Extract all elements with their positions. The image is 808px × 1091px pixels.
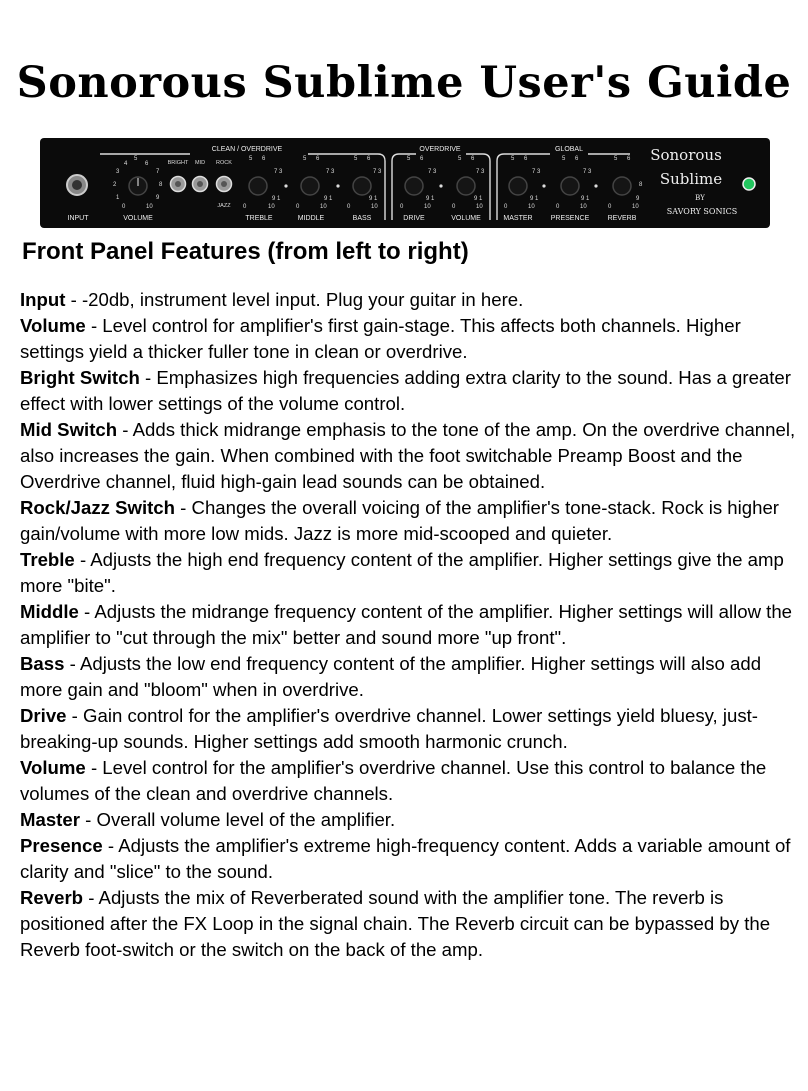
volume-od-num-91: 9 1 <box>474 196 483 202</box>
drive-num-6: 6 <box>420 156 424 162</box>
feature-name: Volume <box>20 315 86 336</box>
master-num-10: 10 <box>528 204 535 210</box>
feature-desc: - Adds thick midrange emphasis to the tone of the amp. On the overdrive channel, also increases the gain. When combined with the foot switchable Preamp Boost and the Overdrive channel, fluid high-gain lead sounds can be obtained. <box>20 419 796 492</box>
feature-item <box>20 313 800 365</box>
middle-num-6: 6 <box>316 156 320 162</box>
presence-knob[interactable] <box>561 177 579 195</box>
presence-num-73: 7 3 <box>583 169 592 175</box>
feature-desc: - Overall volume level of the amplifier. <box>79 809 396 830</box>
drive-num-5: 5 <box>407 156 411 162</box>
feature-name: Rock/Jazz Switch <box>20 497 175 518</box>
volume-od-num-6: 6 <box>471 156 475 162</box>
middle-num-5: 5 <box>303 156 307 162</box>
feature-item <box>20 807 800 833</box>
section-label-global: GLOBAL <box>554 146 584 153</box>
presence-num-5: 5 <box>562 156 566 162</box>
panel-graphic <box>40 138 770 228</box>
dial-num-7: 7 <box>156 169 160 175</box>
page-title: Sonorous Sublime User's Guide <box>16 58 792 108</box>
bass-num-0: 0 <box>347 204 351 210</box>
reverb-knob[interactable] <box>613 177 631 195</box>
volume-od-num-5: 5 <box>458 156 462 162</box>
power-led-icon <box>743 178 755 190</box>
section-heading: Front Panel Features (from left to right) <box>22 238 469 265</box>
drive-num-10: 10 <box>424 204 431 210</box>
middle-num-10: 10 <box>320 204 327 210</box>
drive-num-91: 9 1 <box>426 196 435 202</box>
brand-line1: Sonorous <box>650 146 722 164</box>
feature-item <box>20 651 800 703</box>
treble-num-5: 5 <box>249 156 253 162</box>
section-label-clean-overdrive: CLEAN / OVERDRIVE <box>211 146 283 153</box>
presence-num-6: 6 <box>575 156 579 162</box>
feature-name: Master <box>20 809 80 830</box>
middle-num-91: 9 1 <box>324 196 333 202</box>
jazz-label: JAZZ <box>217 203 231 209</box>
master-num-73: 7 3 <box>532 169 541 175</box>
reverb-num-0: 0 <box>608 204 612 210</box>
presence-num-0: 0 <box>556 204 560 210</box>
bass-num-10: 10 <box>371 204 378 210</box>
dial-num-1: 1 <box>116 195 120 201</box>
feature-desc: - Adjusts the amplifier's extreme high-frequency content. Adds a variable amount of clarity and "slice" to the sound. <box>20 835 791 882</box>
master-num-6: 6 <box>524 156 528 162</box>
brand-maker: SAVORY SONICS <box>666 207 738 216</box>
dial-num-4: 4 <box>124 161 128 167</box>
master-num-0: 0 <box>504 204 508 210</box>
input-jack-hole <box>72 180 82 190</box>
dial-num-6: 6 <box>145 161 149 167</box>
presence-num-10: 10 <box>580 204 587 210</box>
feature-item <box>20 833 800 885</box>
bass-num-5: 5 <box>354 156 358 162</box>
drive-knob[interactable] <box>405 177 423 195</box>
middle-num-0: 0 <box>296 204 300 210</box>
label-volume-od: VOLUME <box>451 215 481 222</box>
feature-desc: - Adjusts the mix of Reverberated sound with the amplifier tone. The reverb is positioned after the FX Loop in the signal chain. The Reverb circuit can be bypassed by the Reverb foot-switch or the switch on the back of the amp. <box>20 887 771 960</box>
drive-num-0: 0 <box>400 204 404 210</box>
dial-num-0: 0 <box>122 204 126 210</box>
amp-front-panel <box>40 138 770 228</box>
feature-name: Bass <box>20 653 65 674</box>
mid-label: MID <box>194 160 206 166</box>
volume-od-num-0: 0 <box>452 204 456 210</box>
knob-group <box>249 156 643 202</box>
bass-num-73: 7 3 <box>373 169 382 175</box>
reverb-num-5: 5 <box>614 156 618 162</box>
dial-num-3: 3 <box>116 169 120 175</box>
feature-item <box>20 703 800 755</box>
label-treble: TREBLE <box>245 215 273 222</box>
feature-desc: - Adjusts the high end frequency content of the amplifier. Higher settings give the amp more "bite". <box>20 549 784 596</box>
label-master: MASTER <box>503 215 533 222</box>
label-middle: MIDDLE <box>297 215 325 222</box>
bright-label: BRIGHT <box>167 160 189 166</box>
volume-od-num-73: 7 3 <box>476 169 485 175</box>
feature-desc: - Gain control for the amplifier's overdrive channel. Lower settings yield bluesy, just-breaking-up sounds. Higher settings add smooth harmonic crunch. <box>20 705 758 752</box>
feature-item <box>20 547 800 599</box>
feature-name: Drive <box>20 705 67 726</box>
brand-line2: Sublime <box>659 170 723 188</box>
feature-item <box>20 599 800 651</box>
dial-num-10: 10 <box>146 204 153 210</box>
reverb-num-9: 9 <box>636 196 640 202</box>
feature-item <box>20 365 800 417</box>
bass-num-6: 6 <box>367 156 371 162</box>
master-num-5: 5 <box>511 156 515 162</box>
rock-label: ROCK <box>216 160 232 166</box>
feature-desc: - Adjusts the low end frequency content of the amplifier. Higher settings will also add more gain and "bloom" when in overdrive. <box>20 653 762 700</box>
feature-item <box>20 495 800 547</box>
feature-desc: - Level control for the amplifier's overdrive channel. Use this control to balance the volumes of the clean and overdrive channels. <box>20 757 767 804</box>
feature-item <box>20 755 800 807</box>
treble-knob[interactable] <box>249 177 267 195</box>
master-num-91: 9 1 <box>530 196 539 202</box>
section-label-overdrive: OVERDRIVE <box>419 146 461 153</box>
bass-num-91: 9 1 <box>369 196 378 202</box>
feature-name: Presence <box>20 835 103 856</box>
feature-desc: - Level control for amplifier's first gain-stage. This affects both channels. Higher settings yield a thicker fuller tone in clean or overdrive. <box>20 315 741 362</box>
treble-num-0: 0 <box>243 204 247 210</box>
label-input: INPUT <box>67 215 89 222</box>
volume-od-num-10: 10 <box>476 204 483 210</box>
middle-knob[interactable] <box>301 177 319 195</box>
treble-num-73: 7 3 <box>274 169 283 175</box>
presence-num-91: 9 1 <box>581 196 590 202</box>
feature-desc: - Emphasizes high frequencies adding extra clarity to the sound. Has a greater effect with lower settings of the volume control. <box>20 367 791 414</box>
master-knob[interactable] <box>509 177 527 195</box>
reverb-num-10: 10 <box>632 204 639 210</box>
feature-item <box>20 885 800 963</box>
brand-by: BY <box>695 194 705 202</box>
feature-desc: - Adjusts the midrange frequency content of the amplifier. Higher settings will allow the amplifier to "cut through the mix" better and sound more "up front". <box>20 601 793 648</box>
feature-desc: - Changes the overall voicing of the amplifier's tone-stack. Rock is higher gain/volume with more low mids. Jazz is more mid-scooped and quieter. <box>20 497 779 544</box>
label-drive: DRIVE <box>403 215 425 222</box>
dial-num-5: 5 <box>134 156 138 162</box>
feature-list <box>20 287 800 963</box>
dial-num-8: 8 <box>159 182 163 188</box>
treble-num-6: 6 <box>262 156 266 162</box>
feature-name: Treble <box>20 549 75 570</box>
feature-name: Reverb <box>20 887 84 908</box>
feature-name: Mid Switch <box>20 419 118 440</box>
label-bass: BASS <box>352 215 372 222</box>
reverb-num-8: 8 <box>639 182 643 188</box>
feature-name: Middle <box>20 601 79 622</box>
feature-name: Volume <box>20 757 86 778</box>
label-reverb: REVERB <box>607 215 637 222</box>
drive-num-73: 7 3 <box>428 169 437 175</box>
feature-name: Bright Switch <box>20 367 140 388</box>
middle-num-73: 7 3 <box>326 169 335 175</box>
dial-num-9: 9 <box>156 195 160 201</box>
treble-num-10: 10 <box>268 204 275 210</box>
dial-num-2: 2 <box>113 182 117 188</box>
bass-knob[interactable] <box>353 177 371 195</box>
treble-num-91: 9 1 <box>272 196 281 202</box>
label-volume: VOLUME <box>123 215 153 222</box>
feature-item <box>20 417 800 495</box>
feature-desc: - -20db, instrument level input. Plug your guitar in here. <box>65 289 524 310</box>
feature-item <box>20 287 800 313</box>
reverb-num-6: 6 <box>627 156 631 162</box>
label-presence: PRESENCE <box>550 215 590 222</box>
volume-od-knob[interactable] <box>457 177 475 195</box>
feature-name: Input <box>20 289 66 310</box>
